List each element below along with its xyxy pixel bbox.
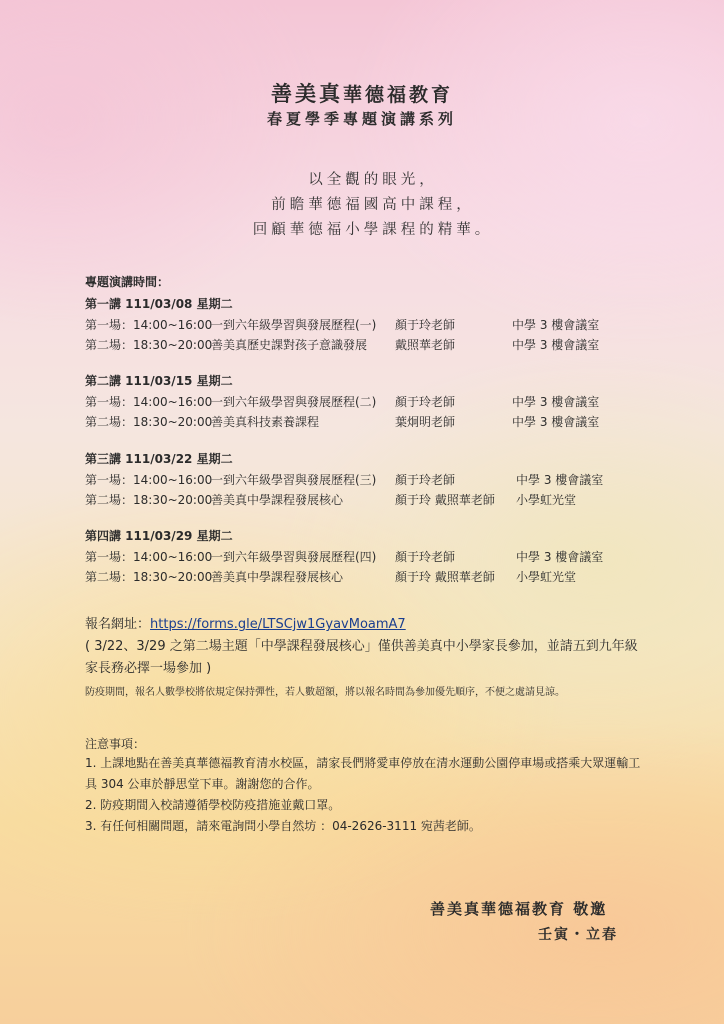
- session-topic: 善美真科技素養課程: [211, 415, 320, 429]
- lecture-title: 第一講 111/03/08 星期二: [85, 297, 233, 311]
- notice-item-3: 3. 有任何相關問題，請來電詢問小學自然坊 ：04-2626-3111 宛茜老師。: [85, 819, 481, 833]
- session-venue: 中學 3 樓會議室: [512, 415, 600, 429]
- session-venue: 中學 3 樓會議室: [512, 318, 600, 332]
- title-brand: 善美真: [270, 81, 343, 106]
- session-speaker: 顏于玲老師: [395, 395, 456, 409]
- session-time: 第二場：18:30~20:00: [85, 570, 213, 584]
- schedule-heading: 專題演講時間：: [85, 275, 170, 289]
- session-topic: 一到六年級學習與發展歷程(三): [211, 473, 377, 487]
- session-topic: 一到六年級學習與發展歷程(一): [211, 318, 377, 332]
- session-row: [85, 393, 645, 409]
- registration-link[interactable]: https://forms.gle/LTSCjw1GyavMoamA7: [150, 617, 406, 632]
- session-speaker: 顏于玲 戴照華老師: [395, 570, 495, 584]
- title-rest: 華德福教育: [342, 84, 453, 106]
- session-row: [85, 548, 645, 564]
- session-row: [85, 316, 645, 332]
- session-topic: 善美真中學課程發展核心: [211, 570, 344, 584]
- motto-line-2: 前瞻華德福國高中課程，: [271, 197, 475, 213]
- session-time: 第一場：14:00~16:00: [85, 318, 213, 332]
- session-topic: 一到六年級學習與發展歷程(二): [211, 395, 377, 409]
- session-speaker: 顏于玲 戴照華老師: [395, 493, 495, 507]
- session-venue: 中學 3 樓會議室: [512, 338, 600, 352]
- session-time: 第二場：18:30~20:00: [85, 415, 213, 429]
- session-venue: 中學 3 樓會議室: [512, 395, 600, 409]
- registration-note-line-1: ( 3/22、3/29 之第二場主題「中學課程發展核心」僅供善美真中小學家長參加，並請五到九年級: [85, 639, 638, 654]
- session-row: [85, 568, 645, 584]
- session-venue: 中學 3 樓會議室: [516, 473, 604, 487]
- session-speaker: 顏于玲老師: [395, 318, 456, 332]
- motto-line-1: 以全觀的眼光，: [308, 172, 438, 188]
- pandemic-note: 防疫期間，報名人數學校將依規定保持彈性，若人數超額，將以報名時間為參加優先順序，不便之處請見諒。: [85, 687, 565, 698]
- notice-item-1-line-1: 1. 上課地點在善美真華德福教育清水校區，請家長們將愛車停放在清水運動公園停車場或搭乘大眾運輸工: [85, 756, 641, 770]
- lecture-title: 第四講 111/03/29 星期二: [85, 529, 233, 543]
- session-venue: 小學虹光堂: [516, 570, 577, 584]
- signature-line-2: 壬寅・立春: [538, 927, 618, 943]
- motto-line-3: 回顧華德福小學課程的精華。: [252, 222, 494, 238]
- registration-line: [85, 613, 406, 632]
- session-topic: 善美真中學課程發展核心: [211, 493, 344, 507]
- session-venue: 中學 3 樓會議室: [516, 550, 604, 564]
- session-row: [85, 336, 645, 352]
- registration-note-line-2: 家長務必擇一場參加 ): [85, 661, 212, 676]
- signature-line-1: 善美真華德福教育 敬邀: [430, 900, 608, 918]
- registration-label: 報名網址：: [85, 617, 151, 632]
- session-row: [85, 471, 645, 487]
- notice-heading: 注意事項：: [85, 737, 146, 751]
- session-time: 第一場：14:00~16:00: [85, 395, 213, 409]
- session-time: 第一場：14:00~16:00: [85, 550, 213, 564]
- session-time: 第二場：18:30~20:00: [85, 338, 213, 352]
- lecture-title: 第二講 111/03/15 星期二: [85, 374, 233, 388]
- session-speaker: 顏于玲老師: [395, 473, 456, 487]
- session-topic: 善美真歷史課對孩子意識發展: [211, 338, 368, 352]
- session-venue: 小學虹光堂: [516, 493, 577, 507]
- session-speaker: 戴照華老師: [395, 338, 456, 352]
- page-subtitle: 春夏學季專題演講系列: [266, 110, 457, 128]
- notice-item-2: 2. 防疫期間入校請遵循學校防疫措施並戴口罩。: [85, 798, 341, 812]
- session-row: [85, 413, 645, 429]
- session-topic: 一到六年級學習與發展歷程(四): [211, 550, 377, 564]
- page-title: [0, 78, 724, 108]
- session-row: [85, 491, 645, 507]
- lecture-title: 第三講 111/03/22 星期二: [85, 452, 233, 466]
- session-time: 第二場：18:30~20:00: [85, 493, 213, 507]
- session-time: 第一場：14:00~16:00: [85, 473, 213, 487]
- session-speaker: 葉炯明老師: [395, 415, 456, 429]
- notice-item-1-line-2: 具 304 公車於靜思堂下車。謝謝您的合作。: [85, 777, 320, 791]
- session-speaker: 顏于玲老師: [395, 550, 456, 564]
